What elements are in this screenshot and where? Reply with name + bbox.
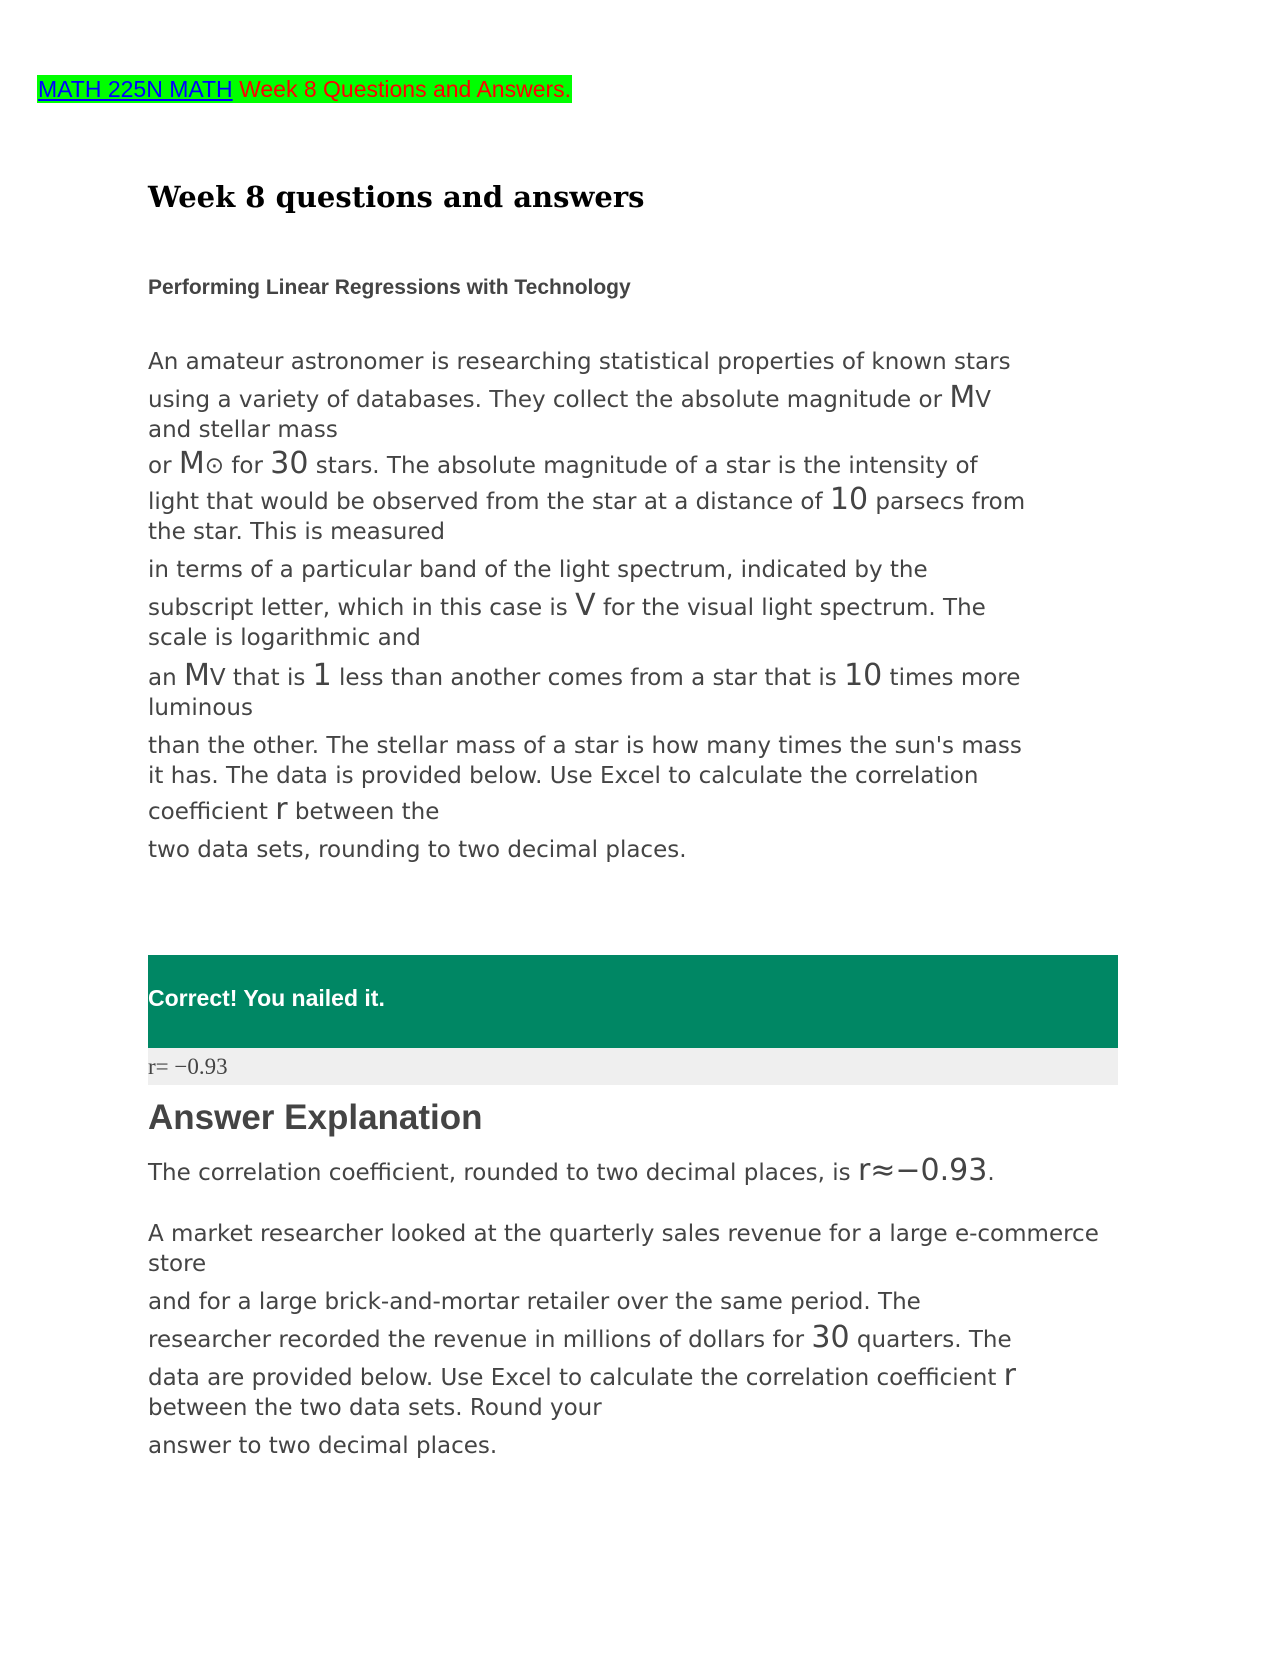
section-subtitle: Performing Linear Regressions with Technology <box>148 276 631 299</box>
text-line: researcher recorded the revenue in millions of dollars for 30 quarters. The <box>148 1320 1012 1355</box>
text-line: and stellar mass <box>148 417 338 443</box>
question-2-text <box>148 1219 1188 1461</box>
text-line: coefficient r between the <box>148 792 440 827</box>
document-header <box>37 75 572 103</box>
text-line: A market researcher looked at the quarterly sales revenue for a large e-commerce <box>148 1221 1099 1247</box>
text-line: luminous <box>148 695 253 721</box>
course-link[interactable]: MATH 225N MATH <box>38 76 233 102</box>
text-line: or M⊙ for 30 stars. The absolute magnitude of a star is the intensity of <box>148 446 978 481</box>
text-line: answer to two decimal places. <box>148 1433 498 1459</box>
explanation-text <box>148 1153 1148 1188</box>
text-line: light that would be observed from the star at a distance of 10 parsecs from <box>148 482 1026 517</box>
text-line: the star. This is measured <box>148 519 446 545</box>
text-line: and for a large brick-and-mortar retailer over the same period. The <box>148 1289 921 1315</box>
page-title: Week 8 questions and answers <box>148 180 645 214</box>
text-line: than the other. The stellar mass of a star is how many times the sun's mass <box>148 733 1022 759</box>
text-line: store <box>148 1251 207 1277</box>
text-line: between the two data sets. Round your <box>148 1395 602 1421</box>
correct-feedback-banner <box>148 955 1118 1048</box>
text-line: using a variety of databases. They collect the absolute magnitude or MV <box>148 380 991 415</box>
text-line: it has. The data is provided below. Use Excel to calculate the correlation <box>148 763 979 789</box>
text-line: An amateur astronomer is researching statistical properties of known stars <box>148 349 1011 375</box>
header-text: Week 8 Questions and Answers. <box>239 76 572 102</box>
text-line: an MV that is 1 less than another comes from a star that is 10 times more <box>148 658 1021 693</box>
question-1-text <box>148 347 1148 865</box>
text-line: scale is logarithmic and <box>148 625 421 651</box>
text-line: data are provided below. Use Excel to calculate the correlation coefficient r <box>148 1358 1016 1393</box>
text-line: The correlation coefficient, rounded to two decimal places, is r≈−0.93. <box>148 1153 995 1188</box>
explanation-heading: Answer Explanation <box>148 1098 483 1137</box>
text-line: subscript letter, which in this case is V for the visual light spectrum. The <box>148 588 986 623</box>
submitted-answer: r= −0.93 <box>148 1048 1118 1085</box>
text-line: two data sets, rounding to two decimal places. <box>148 837 687 863</box>
feedback-text: Correct! You nailed it. <box>148 985 385 1011</box>
text-line: in terms of a particular band of the light spectrum, indicated by the <box>148 557 928 583</box>
